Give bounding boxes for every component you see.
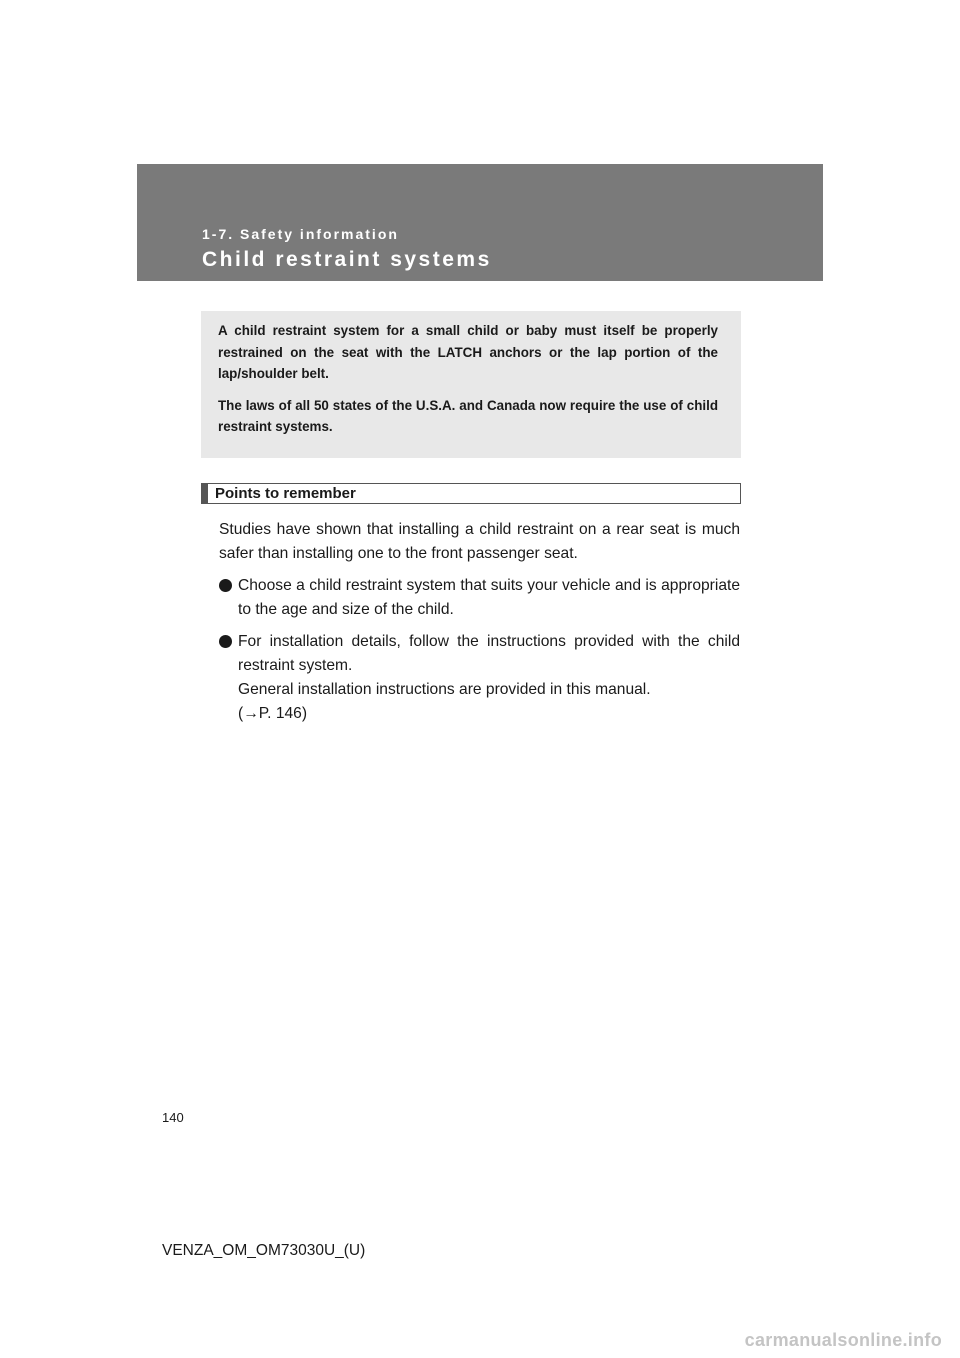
section-heading-points: Points to remember [201,483,741,504]
bullet-icon [219,635,232,648]
intro-paragraph-2: The laws of all 50 states of the U.S.A. and Canada now require the use of child restraint systems. [218,397,718,434]
section-label: 1-7. Safety information [202,226,399,242]
page-title: Child restraint systems [202,248,492,271]
watermark: carmanualsonline.info [744,1330,942,1350]
bullet-icon [219,579,232,592]
bullet-text: Choose a child restraint system that suits your vehicle and is appropriate to the age and size of the child. [238,577,740,618]
page-reference-link[interactable]: (→P. 146) [238,705,308,722]
page-number: 140 [162,1110,184,1125]
document-code: VENZA_OM_OM73030U_(U) [162,1242,366,1259]
bullet-text-line: General installation instructions are provided in this manual. [238,681,651,698]
intro-paragraph-1: A child restraint system for a small child or baby must itself be properly restrained on the seat with the LATCH anchors or the lap portion of the lap/shoulder belt. [218,323,718,381]
list-item [219,574,740,622]
lead-paragraph: Studies have shown that installing a child restraint on a rear seat is much safer than installing one to the front passenger seat. [219,521,740,562]
intro-box [201,311,741,458]
bullet-text: For installation details, follow the instructions provided with the child restraint system. [238,633,740,674]
body-text [219,518,740,734]
list-item [219,630,740,726]
